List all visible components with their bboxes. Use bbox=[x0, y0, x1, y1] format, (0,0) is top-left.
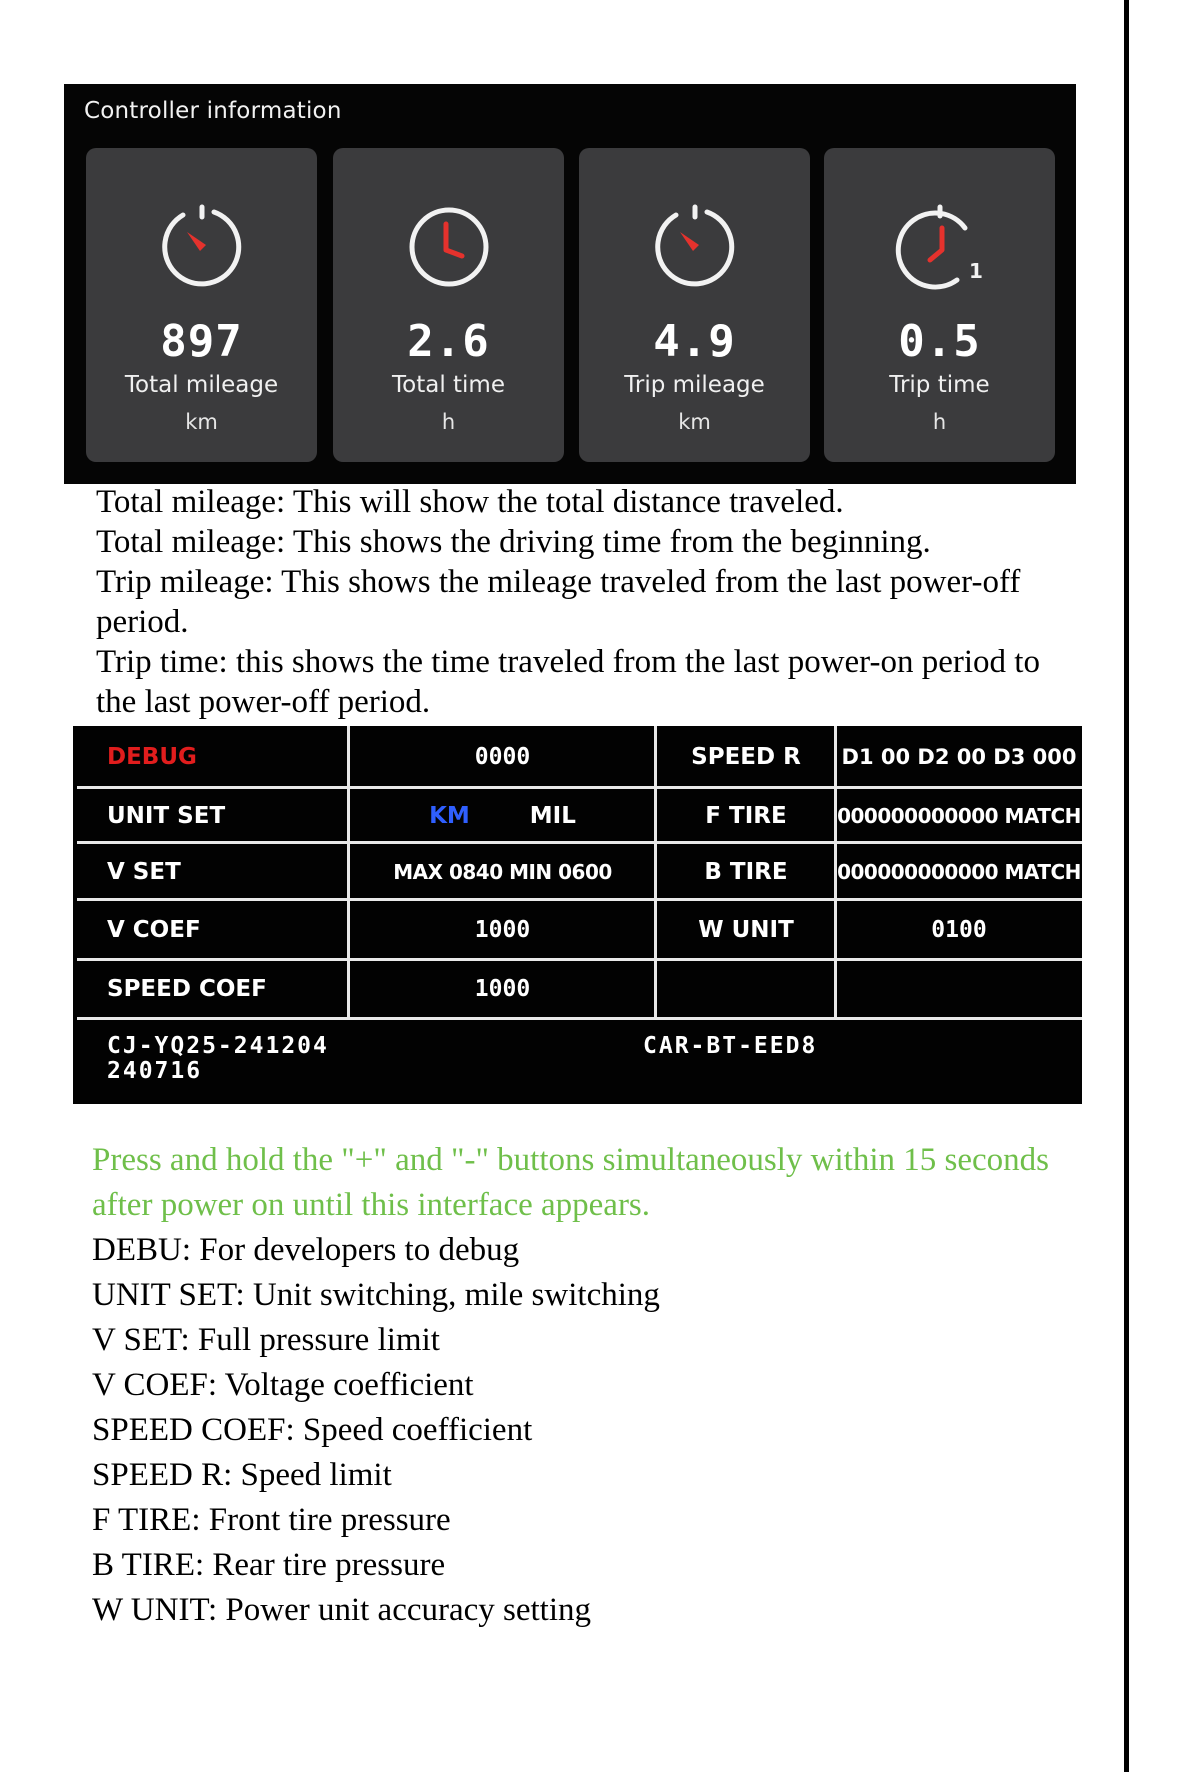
instruction-highlight: Press and hold the "+" and "-" buttons simultaneously within 15 seconds after power on until this interface appears. bbox=[92, 1142, 1049, 1223]
unit-set-label: UNIT SET bbox=[107, 802, 226, 829]
grid-line bbox=[654, 726, 657, 1019]
controller-information-panel bbox=[64, 84, 1076, 484]
v-set-value: MAX 0840 MIN 0600 bbox=[393, 859, 612, 884]
trip-mileage-label: Trip mileage bbox=[624, 372, 765, 398]
trip-mileage-card bbox=[579, 148, 810, 462]
description-line: F TIRE: Front tire pressure bbox=[92, 1502, 451, 1538]
debug-label: DEBUG bbox=[107, 744, 197, 770]
grid-line bbox=[77, 958, 1082, 961]
grid-line bbox=[834, 726, 837, 1019]
total-time-card bbox=[333, 148, 564, 462]
trip-clock-icon bbox=[895, 202, 985, 292]
grid-line bbox=[77, 786, 1082, 789]
debug-table bbox=[73, 726, 1082, 1104]
f-tire-value: 000000000000 MATCH bbox=[837, 803, 1081, 828]
grid-line bbox=[77, 841, 1082, 844]
trip-time-label: Trip time bbox=[889, 372, 990, 398]
firmware-version bbox=[107, 1034, 607, 1084]
controller-description bbox=[96, 482, 1086, 722]
b-tire-value: 000000000000 MATCH bbox=[837, 859, 1081, 884]
unit-mil-option[interactable]: MIL bbox=[529, 802, 576, 829]
speed-coef-value: 1000 bbox=[474, 976, 531, 1002]
total-mileage-label: Total mileage bbox=[124, 372, 279, 398]
description-line: SPEED COEF: Speed coefficient bbox=[92, 1412, 533, 1448]
empty-label-cell bbox=[656, 960, 836, 1018]
total-time-unit: h bbox=[441, 410, 456, 434]
description-line: B TIRE: Rear tire pressure bbox=[92, 1547, 446, 1583]
f-tire-label: F TIRE bbox=[705, 802, 787, 829]
trip-mileage-unit: km bbox=[678, 410, 711, 434]
grid-line bbox=[77, 898, 1082, 901]
trip-time-unit: h bbox=[932, 410, 947, 434]
unit-km-option[interactable]: KM bbox=[429, 802, 470, 829]
v-set-label: V SET bbox=[107, 858, 181, 885]
speedometer-icon bbox=[157, 202, 247, 292]
trip-time-card bbox=[824, 148, 1055, 462]
unit-set-value bbox=[349, 788, 656, 843]
description-line: DEBU: For developers to debug bbox=[92, 1232, 520, 1268]
description-line: SPEED R: Speed limit bbox=[92, 1457, 392, 1493]
w-unit-value: 0100 bbox=[931, 917, 987, 943]
panel-title: Controller information bbox=[84, 98, 342, 124]
firmware-line-1: CJ-YQ25-241204 bbox=[107, 1033, 329, 1059]
speed-r-label: SPEED R bbox=[691, 744, 801, 770]
description-line: Trip mileage: This shows the mileage traveled from the last power-off period. bbox=[96, 564, 1021, 640]
firmware-line-2: 240716 bbox=[107, 1058, 203, 1084]
v-coef-value: 1000 bbox=[474, 917, 531, 943]
total-mileage-card bbox=[86, 148, 317, 462]
description-line: Total mileage: This shows the driving time from the beginning. bbox=[96, 524, 931, 560]
w-unit-label: W UNIT bbox=[698, 917, 794, 943]
speedometer-icon bbox=[650, 202, 740, 292]
debug-value: 0000 bbox=[474, 744, 531, 770]
trip-mileage-value: 4.9 bbox=[653, 316, 736, 367]
description-line: Total mileage: This will show the total distance traveled. bbox=[96, 484, 844, 520]
total-mileage-value: 897 bbox=[160, 316, 243, 367]
total-time-value: 2.6 bbox=[407, 316, 490, 367]
speed-coef-label: SPEED COEF bbox=[107, 976, 267, 1002]
b-tire-label: B TIRE bbox=[704, 858, 788, 885]
total-time-label: Total time bbox=[392, 372, 505, 398]
debug-description bbox=[92, 1138, 1092, 1633]
empty-value-cell bbox=[836, 960, 1082, 1018]
page-right-border bbox=[1124, 0, 1129, 1772]
description-line: Trip time: this shows the time traveled from the last power-on period to the last power-off period. bbox=[96, 644, 1040, 720]
trip-time-value: 0.5 bbox=[898, 316, 981, 367]
speed-r-value: D1 00 D2 00 D3 000 bbox=[841, 745, 1077, 769]
grid-line bbox=[77, 1017, 1082, 1020]
v-coef-label: V COEF bbox=[107, 917, 201, 943]
description-line: UNIT SET: Unit switching, mile switching bbox=[92, 1277, 660, 1313]
bluetooth-id: CAR-BT-EED8 bbox=[643, 1033, 818, 1059]
description-line: W UNIT: Power unit accuracy setting bbox=[92, 1592, 592, 1628]
description-line: V COEF: Voltage coefficient bbox=[92, 1367, 474, 1403]
trip-time-badge: 1 bbox=[968, 259, 983, 283]
clock-icon bbox=[404, 202, 494, 292]
description-line: V SET: Full pressure limit bbox=[92, 1322, 440, 1358]
grid-line bbox=[347, 726, 350, 1019]
total-mileage-unit: km bbox=[185, 410, 218, 434]
